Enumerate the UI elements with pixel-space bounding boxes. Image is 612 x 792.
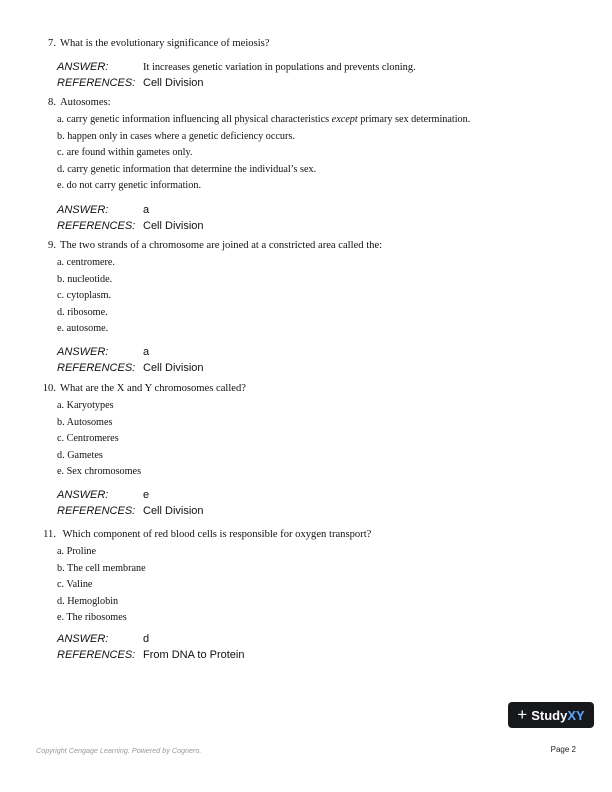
references-value: From DNA to Protein (143, 649, 245, 661)
question-text: What is the evolutionary significance of meiosis? (60, 38, 270, 49)
question-7 (40, 37, 269, 50)
question-number: 9. (48, 240, 56, 251)
option-d: d. Hemoglobin (57, 595, 119, 607)
option-e: e. do not carry genetic information. (57, 180, 201, 191)
answer-block-8 (57, 203, 204, 235)
question-11 (40, 528, 371, 541)
references-label: REFERENCES: (57, 77, 136, 89)
option-c: c. are found within gametes only. (57, 147, 193, 158)
question-number: 8. (48, 97, 56, 108)
answer-label: ANSWER: (57, 61, 109, 73)
studyxy-logo-badge[interactable] (508, 702, 594, 728)
references-value: Cell Division (143, 505, 204, 517)
option-e: e. Sex chromosomes (57, 466, 142, 477)
references-value: Cell Division (143, 77, 204, 89)
option-c: c. Centromeres (57, 433, 119, 444)
options-11 (57, 545, 146, 628)
question-number: 10. (42, 383, 56, 394)
option-e: e. autosome. (57, 323, 109, 334)
option-a: a. Proline (57, 546, 97, 557)
answer-value: a (143, 204, 150, 216)
question-text: The two strands of a chromosome are joined at a constricted area called the: (60, 240, 383, 251)
question-text: Which component of red blood cells is responsible for oxygen transport? (60, 529, 372, 540)
option-d: d. carry genetic information that determine the individual’s sex. (57, 163, 317, 175)
option-b: b. happen only in cases where a genetic deficiency occurs. (57, 130, 295, 142)
option-a: a. centromere. (57, 257, 115, 268)
answer-block-7 (57, 60, 416, 92)
page-number: Page 2 (550, 745, 576, 754)
options-8 (57, 113, 470, 196)
plus-icon: + (517, 704, 528, 724)
option-c: c. cytoplasm. (57, 290, 112, 301)
question-9 (40, 239, 382, 252)
option-b: b. The cell membrane (57, 562, 146, 574)
references-label: REFERENCES: (57, 220, 136, 232)
answer-label: ANSWER: (57, 489, 109, 501)
references-value: Cell Division (143, 362, 204, 374)
question-10 (40, 382, 246, 395)
option-b: b. Autosomes (57, 416, 113, 428)
answer-label: ANSWER: (57, 633, 109, 645)
option-e: e. The ribosomes (57, 612, 127, 623)
answer-block-10 (57, 488, 204, 520)
references-label: REFERENCES: (57, 505, 136, 517)
option-a: a. carry genetic information influencing all physical characteristics except primary sex determination. (57, 114, 471, 125)
question-text: Autosomes: (60, 97, 111, 108)
answer-value: d (143, 633, 150, 645)
references-value: Cell Division (143, 220, 204, 232)
references-label: REFERENCES: (57, 649, 136, 661)
answer-block-11 (57, 632, 244, 664)
option-d: d. ribosome. (57, 306, 108, 318)
question-text: What are the X and Y chromosomes called? (60, 383, 247, 394)
answer-value: It increases genetic variation in populations and prevents cloning. (143, 62, 416, 73)
question-8 (40, 96, 111, 109)
question-number: 7. (48, 38, 56, 49)
answer-block-9 (57, 345, 204, 377)
option-c: c. Valine (57, 579, 93, 590)
answer-label: ANSWER: (57, 346, 109, 358)
references-label: REFERENCES: (57, 362, 136, 374)
options-10 (57, 399, 141, 482)
option-d: d. Gametes (57, 449, 103, 461)
option-b: b. nucleotide. (57, 273, 113, 285)
logo-text: StudyXY (531, 707, 585, 723)
option-a: a. Karyotypes (57, 400, 114, 411)
footer-copyright: Copyright Cengage Learning. Powered by Cognero. (36, 746, 202, 755)
options-9 (57, 256, 115, 339)
answer-value: e (143, 489, 150, 501)
question-number: 11. (43, 529, 56, 540)
answer-label: ANSWER: (57, 204, 109, 216)
answer-value: a (143, 346, 150, 358)
